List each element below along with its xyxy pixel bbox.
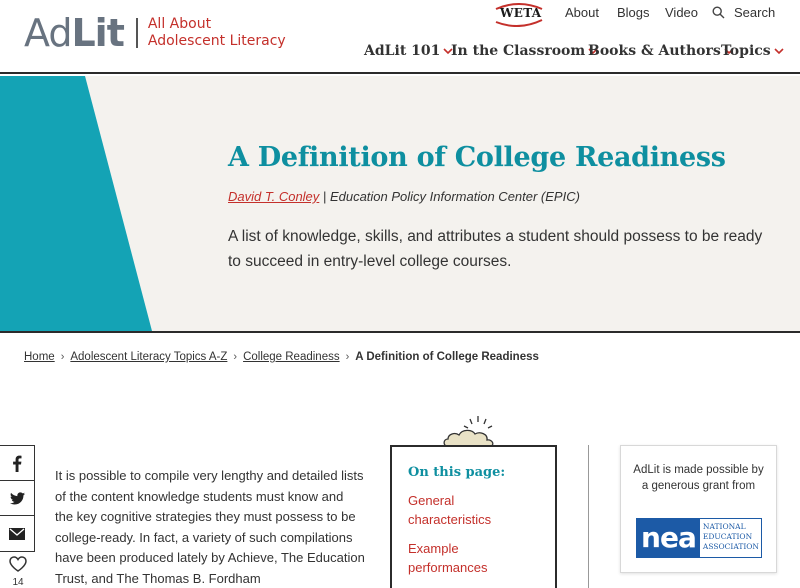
- article-source: Education Policy Information Center (EPIC): [329, 189, 580, 204]
- breadcrumb-topics[interactable]: Adolescent Literacy Topics A-Z: [70, 351, 228, 363]
- hero-divider: [0, 331, 800, 333]
- like-button[interactable]: [7, 556, 29, 588]
- email-icon: [9, 528, 25, 540]
- toc-link-general-characteristics[interactable]: General characteristics: [408, 493, 492, 527]
- logo-divider: [136, 18, 138, 48]
- nea-logo-text: NATIONAL EDUCATION ASSOCIATION: [702, 522, 759, 551]
- site-logo[interactable]: [24, 11, 286, 55]
- on-this-page-box: [390, 445, 557, 588]
- nav-label: Books & Authors: [588, 43, 721, 59]
- article-summary: A list of knowledge, skills, and attributes a student should possess to be ready to succeed in entry-level college courses.: [228, 228, 763, 270]
- hero-decorative-shape: [0, 76, 160, 331]
- twitter-icon: [10, 492, 25, 505]
- breadcrumb-current: A Definition of College Readiness: [355, 351, 539, 363]
- nav-in-the-classroom[interactable]: [451, 43, 598, 59]
- nav-topics[interactable]: [721, 43, 784, 59]
- weta-logo[interactable]: [492, 3, 546, 25]
- toc-title: On this page:: [408, 465, 506, 480]
- search-icon: [712, 6, 725, 19]
- share-rail: [0, 445, 35, 552]
- cloud-sun-icon: [440, 414, 502, 448]
- like-count: 14: [12, 577, 24, 588]
- blogs-link[interactable]: Blogs: [617, 5, 650, 20]
- chevron-down-icon: [774, 48, 784, 55]
- article-hero: [0, 76, 800, 331]
- logo-wordmark: AdLit: [24, 11, 124, 55]
- breadcrumb-chevron-icon: ›: [60, 351, 65, 363]
- nea-logo[interactable]: [636, 518, 762, 558]
- facebook-share-button[interactable]: [0, 446, 34, 481]
- site-header: [0, 0, 800, 74]
- nav-books-authors[interactable]: [588, 43, 734, 59]
- sponsor-box: [620, 445, 777, 573]
- breadcrumb: [24, 351, 539, 363]
- article-byline: [228, 189, 580, 204]
- email-share-button[interactable]: [0, 516, 34, 551]
- breadcrumb-home[interactable]: Home: [24, 351, 55, 363]
- facebook-icon: [12, 455, 22, 472]
- search-button[interactable]: [712, 5, 775, 20]
- author-link[interactable]: David T. Conley: [228, 189, 320, 204]
- search-label: Search: [734, 5, 776, 20]
- byline-separator: |: [322, 189, 327, 204]
- nav-adlit-101[interactable]: [364, 43, 453, 59]
- nav-label: In the Classroom: [451, 43, 586, 59]
- toc-link-example-performances[interactable]: Example performances: [408, 541, 488, 575]
- video-link[interactable]: Video: [665, 5, 699, 20]
- column-divider: [588, 445, 589, 588]
- twitter-share-button[interactable]: [0, 481, 34, 516]
- article-body: It is possible to compile very lengthy and detailed lists of the content knowledge students must know and the key cognitive strategies they must possess to be college-ready. In fact, a variety of such compilations have been produced lately by Achieve, The Education Trust, and The Thomas B. Fordham: [55, 468, 365, 586]
- nea-logo-mark: nea: [637, 519, 700, 557]
- weta-wordmark: WETA: [500, 6, 542, 20]
- nav-label: Topics: [721, 43, 771, 59]
- breadcrumb-college-readiness[interactable]: College Readiness: [243, 351, 340, 363]
- heart-icon: [9, 556, 27, 572]
- breadcrumb-chevron-icon: ›: [233, 351, 238, 363]
- logo-tagline: All About Adolescent Literacy: [147, 16, 286, 49]
- about-link[interactable]: About: [565, 5, 599, 20]
- page-title: A Definition of College Readiness: [228, 142, 726, 173]
- nav-label: AdLit 101: [364, 43, 441, 59]
- breadcrumb-chevron-icon: ›: [345, 351, 350, 363]
- sponsor-text: AdLit is made possible by a generous grant from: [633, 464, 764, 492]
